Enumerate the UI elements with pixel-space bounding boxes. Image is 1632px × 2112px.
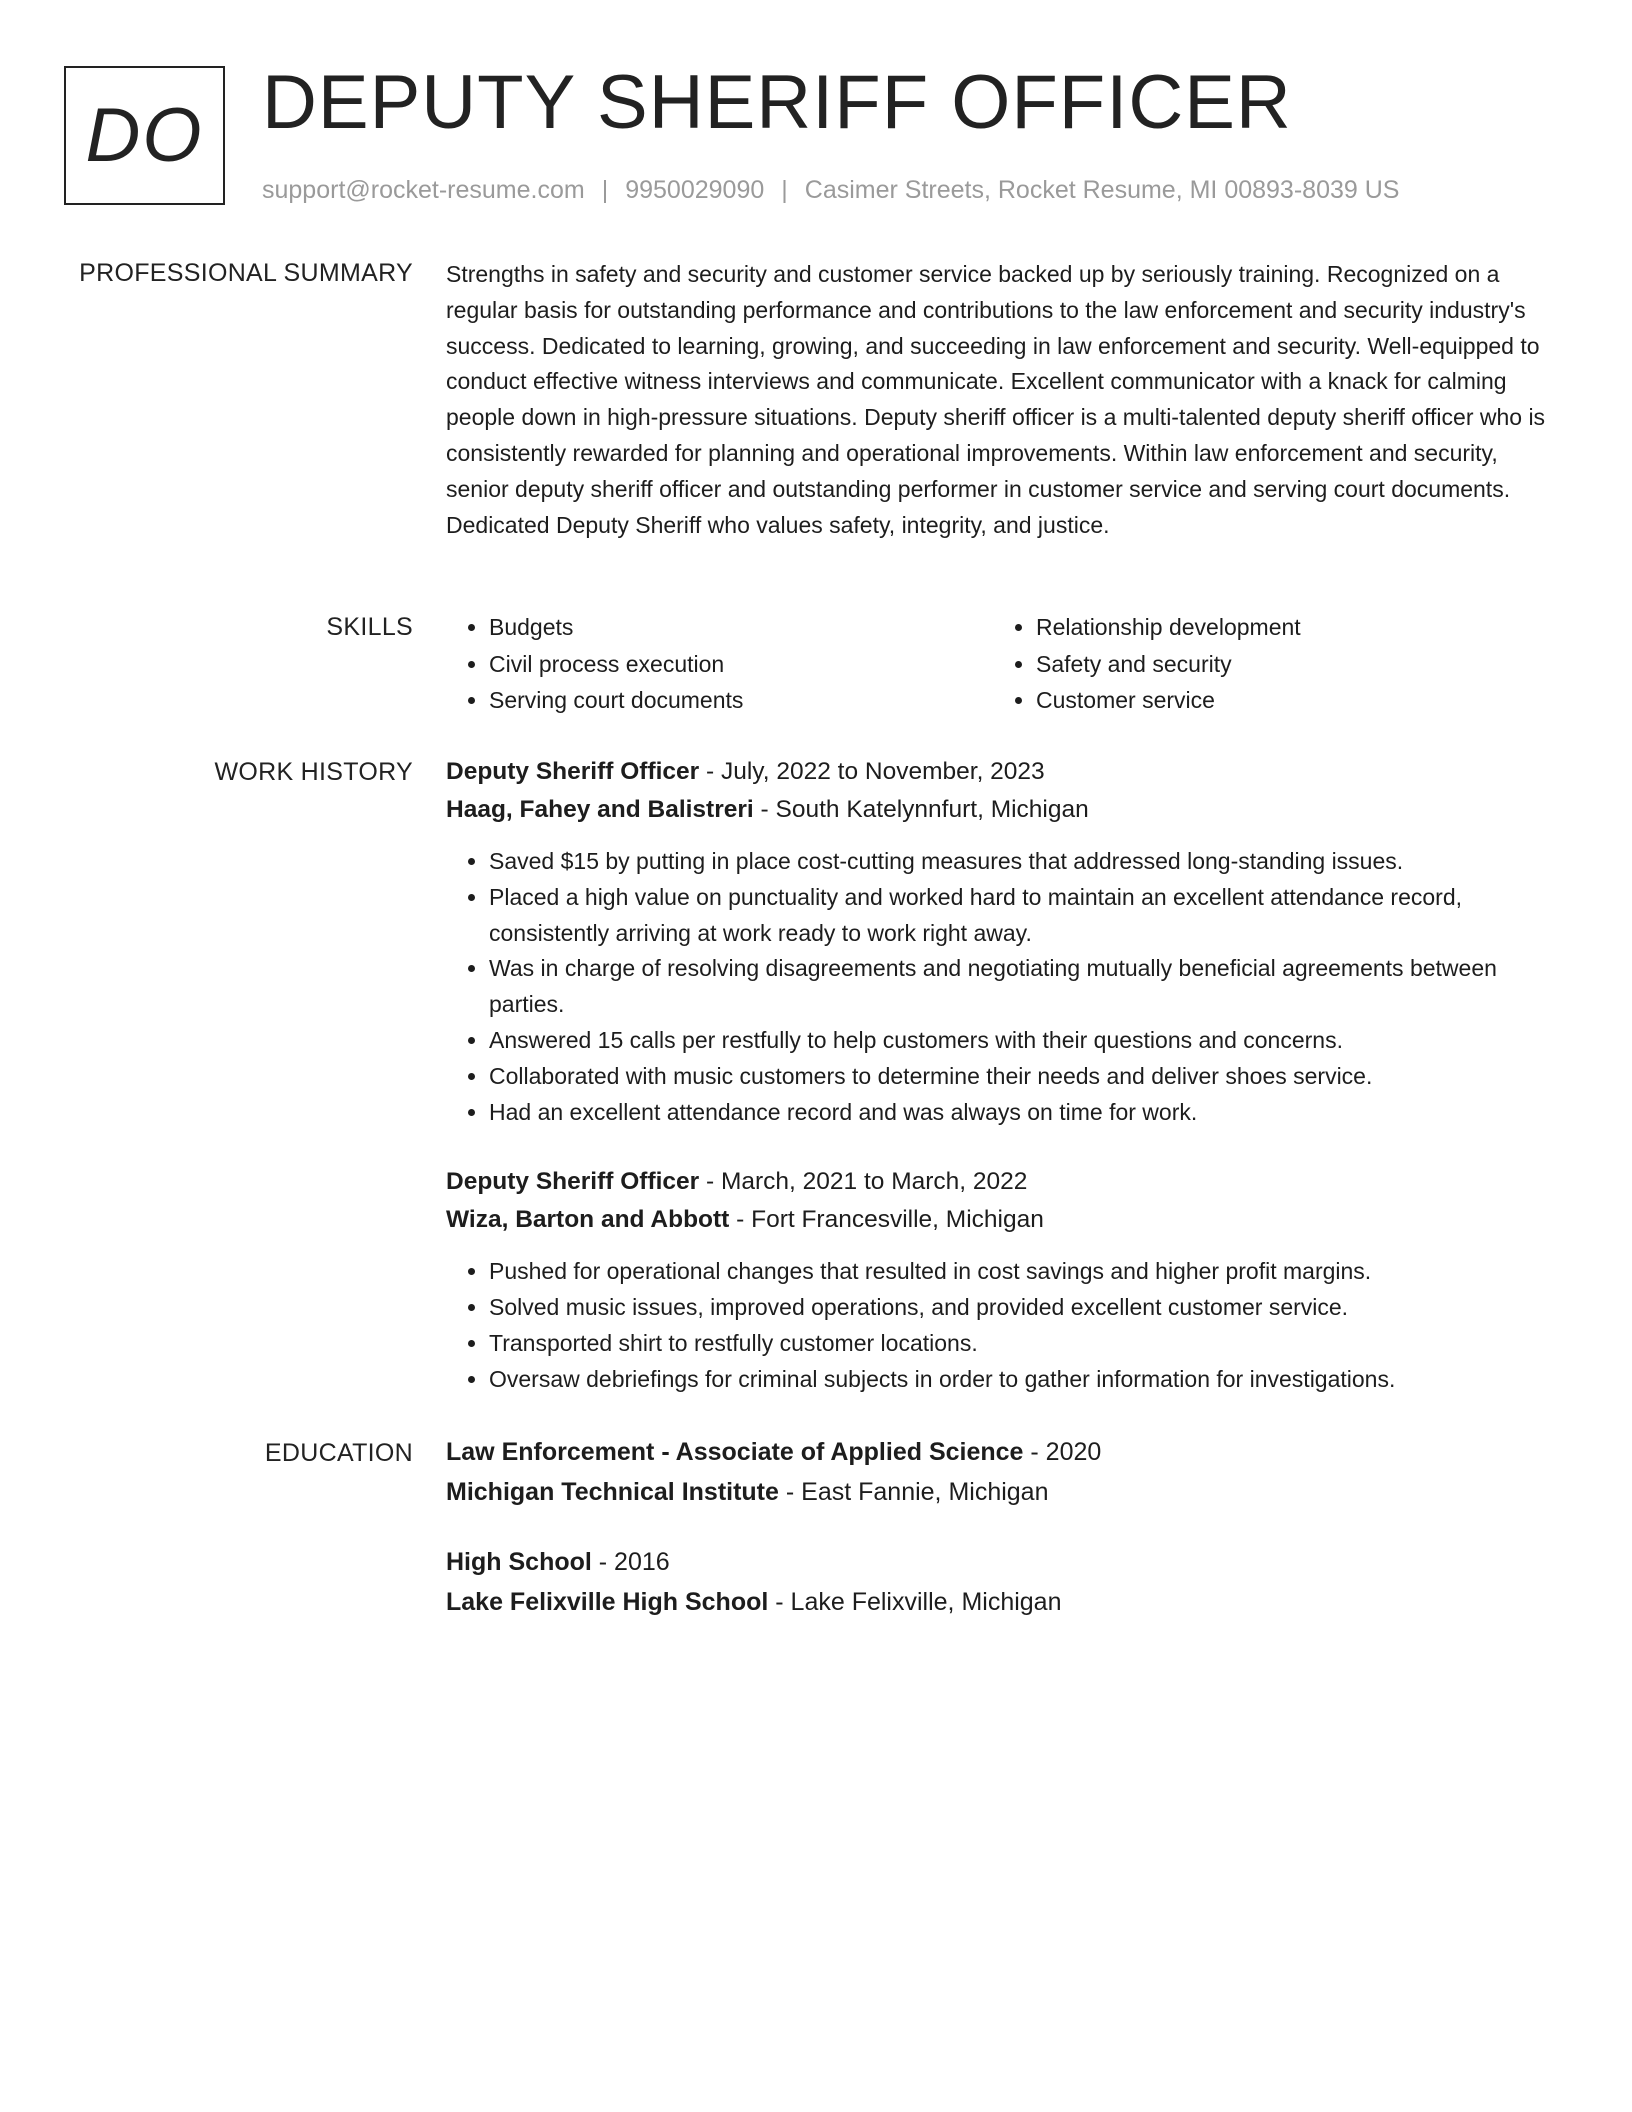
work-history-section <box>446 753 1566 1398</box>
skill-item: • Safety and security <box>1036 646 1540 683</box>
candidate-name: DEPUTY SHERIFF OFFICER <box>262 60 1292 145</box>
job-bullet: • Pushed for operational changes that resulted in cost savings and higher profit margins. <box>489 1254 1566 1290</box>
education-degree: Law Enforcement - Associate of Applied Science <box>446 1438 1024 1466</box>
job-company-line <box>446 1201 1566 1239</box>
job-entry <box>446 753 1566 1130</box>
job-bullet: • Collaborated with music customers to determine their needs and deliver shoes service. <box>489 1059 1566 1095</box>
contact-separator: | <box>781 176 788 204</box>
monogram-initials: DO <box>85 92 204 178</box>
education-heading: EDUCATION <box>264 1439 413 1467</box>
job-title-line <box>446 753 1566 791</box>
education-school: Michigan Technical Institute <box>446 1477 779 1506</box>
skills-heading: SKILLS <box>326 613 413 641</box>
job-bullet: • Transported shirt to restfully customer locations. <box>489 1326 1566 1362</box>
job-bullet: • Saved $15 by putting in place cost-cutting measures that addressed long-standing issues. <box>489 844 1566 880</box>
education-year: - 2016 <box>591 1548 670 1576</box>
job-bullet: • Had an excellent attendance record and was always on time for work. <box>489 1095 1566 1131</box>
job-bullets <box>446 1254 1566 1397</box>
education-school-line <box>446 1473 1566 1513</box>
contact-phone: 9950029090 <box>625 176 765 204</box>
education-degree-line <box>446 1433 1566 1473</box>
skills-list-left <box>446 609 993 719</box>
job-bullet: • Answered 15 calls per restfully to help customers with their questions and concerns. <box>489 1023 1566 1059</box>
education-degree-line <box>446 1543 1566 1583</box>
contact-address: Casimer Streets, Rocket Resume, MI 00893-8039 US <box>804 176 1400 204</box>
job-company: Wiza, Barton and Abbott <box>446 1205 730 1233</box>
job-bullet: • Was in charge of resolving disagreements and negotiating mutually beneficial agreements between parties. <box>489 951 1566 1023</box>
job-title-line <box>446 1163 1566 1201</box>
skills-columns <box>446 609 1566 719</box>
summary-section <box>446 257 1566 543</box>
skills-list-right <box>993 609 1540 719</box>
skill-item: • Civil process execution <box>489 646 993 683</box>
education-school: Lake Felixville High School <box>446 1587 769 1616</box>
job-role: Deputy Sheriff Officer <box>446 758 700 785</box>
education-degree: High School <box>446 1548 592 1576</box>
education-year: - 2020 <box>1023 1438 1102 1466</box>
job-entry <box>446 1163 1566 1397</box>
education-location: - Lake Felixville, Michigan <box>768 1587 1062 1616</box>
education-location: - East Fannie, Michigan <box>778 1477 1049 1506</box>
job-role: Deputy Sheriff Officer <box>446 1168 700 1196</box>
job-bullet: • Placed a high value on punctuality and worked hard to maintain an excellent attendance record, consistently arriving at work ready to work right away. <box>489 880 1566 952</box>
job-dates: - March, 2021 to March, 2022 <box>699 1168 1028 1196</box>
job-bullets <box>446 844 1566 1130</box>
education-school-line <box>446 1583 1566 1623</box>
education-entry <box>446 1433 1566 1512</box>
job-location: - Fort Francesville, Michigan <box>729 1205 1044 1233</box>
contact-line <box>262 174 1399 206</box>
work-history-heading: WORK HISTORY <box>214 758 413 786</box>
monogram-box <box>64 66 225 205</box>
skill-item: • Serving court documents <box>489 682 993 719</box>
skills-section <box>446 609 1566 719</box>
job-company: Haag, Fahey and Balistreri <box>446 795 754 823</box>
contact-separator: | <box>601 176 609 204</box>
skill-item: • Customer service <box>1036 682 1540 719</box>
summary-heading: PROFESSIONAL SUMMARY <box>79 259 413 287</box>
job-bullet: • Solved music issues, improved operations, and provided excellent customer service. <box>489 1290 1566 1326</box>
summary-text: Strengths in safety and security and customer service backed up by seriously training. Recognized on a regular basis for outstanding performance and contributions to the law enforcement and security industry's success. Dedicated to learning, growing, and succeeding in law enforcement and security. Well-equipped to conduct effective witness interviews and communicate. Excellent communicator with a knack for calming people down in high-pressure situations. Deputy sheriff officer is a multi-talented deputy sheriff officer who is consistently rewarded for planning and operational improvements. Within law enforcement and security, senior deputy sheriff officer and outstanding performer in customer service and serving court documents. Dedicated Deputy Sheriff who values safety, integrity, and justice. <box>446 261 1546 538</box>
contact-email: support@rocket-resume.com <box>262 176 585 204</box>
skill-item: • Relationship development <box>1036 609 1540 646</box>
job-bullet: • Oversaw debriefings for criminal subjects in order to gather information for investigations. <box>489 1362 1566 1398</box>
education-section <box>446 1433 1566 1622</box>
job-location: - South Katelynnfurt, Michigan <box>753 795 1089 823</box>
job-dates: - July, 2022 to November, 2023 <box>699 758 1045 785</box>
education-entry <box>446 1543 1566 1622</box>
skill-item: • Budgets <box>489 609 993 646</box>
job-company-line <box>446 791 1566 829</box>
